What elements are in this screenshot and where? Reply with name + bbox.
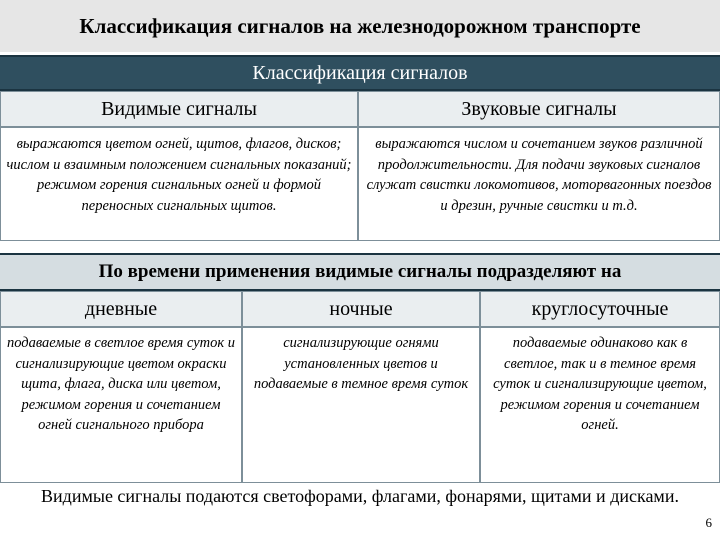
night-signals-description: сигнализирующие огнями установленных цветов и подаваемые в темное время суток bbox=[242, 327, 480, 483]
column-header-night: ночные bbox=[242, 291, 480, 327]
page-number: 6 bbox=[705, 515, 712, 530]
day-signals-description: подаваемые в светлое время суток и сигнализирующие цветом окраски щита, флага, диска или цветом, режимом горения и сочетанием огней сигнального прибора bbox=[0, 327, 242, 483]
column-header-sound-signals: Звуковые сигналы bbox=[358, 91, 720, 127]
sound-signals-description: выражаются числом и сочетанием звуков различной продолжительности. Для подачи звуковых сигналов служат свистки локомотивов, моторвагонных поездов и дрезин, ручные свистки и т.д. bbox=[358, 127, 720, 241]
footer-note: Видимые сигналы подаются светофорами, флагами, фонарями, щитами и дисками. bbox=[41, 486, 679, 506]
visible-signals-description: выражаются цветом огней, щитов, флагов, дисков; числом и взаимным положением сигнальных показаний; режимом горения сигнальных огней и формой переносных сигнальных щитов. bbox=[0, 127, 358, 241]
round-the-clock-signals-description: подаваемые одинаково как в светлое, так и в темное время суток и сигнализирующие цветом, режимом горения и сочетанием огней. bbox=[480, 327, 720, 483]
section-heading-classification: Классификация сигналов bbox=[0, 55, 720, 91]
slide-title: Классификация сигналов на железнодорожном транспорте bbox=[0, 0, 720, 52]
section-heading-time-of-use: По времени применения видимые сигналы подразделяют на bbox=[0, 253, 720, 291]
column-header-round-the-clock: круглосуточные bbox=[480, 291, 720, 327]
column-header-day: дневные bbox=[0, 291, 242, 327]
column-header-visible-signals: Видимые сигналы bbox=[0, 91, 358, 127]
